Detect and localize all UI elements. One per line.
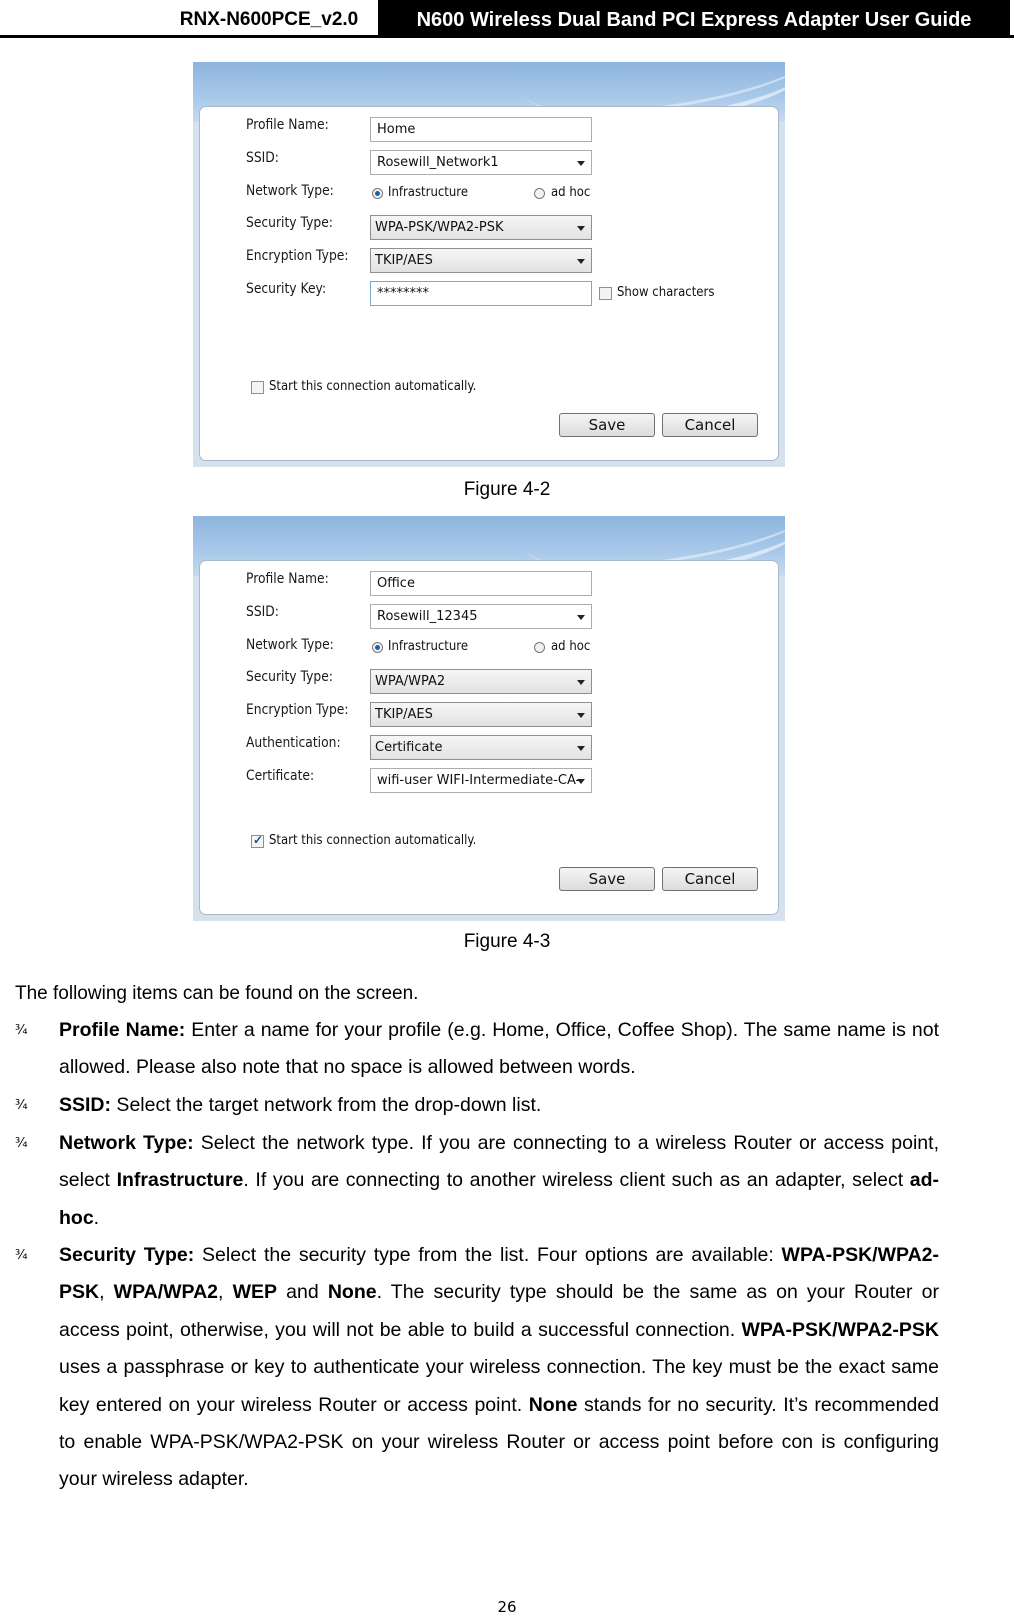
ssid-dropdown[interactable] (370, 150, 592, 175)
authentication-value: Certificate (375, 740, 443, 755)
encryption-type-dropdown[interactable] (370, 248, 592, 273)
profile-panel (199, 560, 779, 915)
option-wpa: WPA/WPA2 (113, 1281, 219, 1304)
header-model: RNX-N600PCE_v2.0 (160, 0, 378, 36)
security-key-label: Security Key: (246, 281, 327, 297)
sep-3: and (277, 1281, 328, 1304)
bullet-marker: ¾ (15, 1023, 28, 1038)
chevron-down-icon (577, 680, 585, 685)
ssid-value: Rosewill_Network1 (377, 155, 499, 170)
adhoc-label: ad hoc (551, 185, 591, 200)
encryption-type-dropdown[interactable] (370, 702, 592, 727)
network-type-desc: Select the network type. If you are connecting to a wireless Router or access point, select (59, 1132, 939, 1192)
network-type-desc-3: . (93, 1206, 100, 1229)
certificate-value: wifi-user WIFI-Intermediate-CA- (377, 773, 581, 788)
authentication-dropdown[interactable] (370, 735, 592, 760)
infrastructure-radio[interactable] (372, 642, 383, 653)
ssid-desc: Select the target network from the drop-down list. (111, 1094, 542, 1116)
encryption-type-label: Encryption Type: (246, 248, 349, 264)
encryption-type-value: TKIP/AES (375, 707, 433, 722)
cancel-button[interactable]: Cancel (662, 413, 758, 437)
start-auto-label: Start this connection automatically. (269, 833, 477, 848)
figure-4-2-screenshot (193, 62, 785, 467)
show-characters-checkbox[interactable] (599, 287, 612, 300)
security-desc-2: . The security type should be the same as on your Router or access point, otherwise, you will not be able to build a successful connection. (59, 1281, 940, 1341)
security-type-term: Security Type: (59, 1244, 195, 1266)
encryption-type-label: Encryption Type: (246, 702, 349, 718)
page-header (0, 0, 1014, 38)
security-type-dropdown[interactable] (370, 215, 592, 240)
profile-name-input[interactable]: Home (370, 117, 592, 142)
infrastructure-radio[interactable] (372, 188, 383, 199)
network-type-label: Network Type: (246, 183, 334, 199)
ssid-label: SSID: (246, 150, 279, 166)
infrastructure-term: Infrastructure (116, 1169, 244, 1192)
none-term: None (528, 1393, 578, 1416)
certificate-dropdown[interactable] (370, 768, 592, 793)
ssid-value: Rosewill_12345 (377, 609, 478, 624)
authentication-label: Authentication: (246, 735, 341, 751)
profile-name-input[interactable]: Office (370, 571, 592, 596)
save-button[interactable]: Save (559, 867, 655, 891)
chevron-down-icon (577, 779, 585, 784)
bullet-marker: ¾ (15, 1098, 28, 1113)
security-desc-3: uses a passphrase or key to authenticate your wireless connection. The key must be the exact same key entered on your wireless Router or access point. (59, 1356, 939, 1416)
chevron-down-icon (577, 161, 585, 166)
security-type-value: WPA/WPA2 (375, 674, 446, 689)
chevron-down-icon (577, 259, 585, 264)
profile-name-term: Profile Name: (59, 1019, 186, 1041)
wpa-psk-term: WPA-PSK/WPA2-PSK (741, 1318, 939, 1341)
chevron-down-icon (577, 713, 585, 718)
encryption-type-value: TKIP/AES (375, 253, 433, 268)
save-button[interactable]: Save (559, 413, 655, 437)
adhoc-label: ad hoc (551, 639, 591, 654)
figure-4-3-caption: Figure 4-3 (463, 931, 551, 952)
start-auto-checkbox[interactable] (251, 835, 264, 848)
bullet-marker: ¾ (15, 1248, 28, 1263)
security-type-label: Security Type: (246, 669, 333, 685)
cancel-button[interactable]: Cancel (662, 867, 758, 891)
ssid-label: SSID: (246, 604, 279, 620)
ssid-term: SSID: (59, 1094, 112, 1116)
certificate-label: Certificate: (246, 768, 315, 784)
chevron-down-icon (577, 615, 585, 620)
figure-4-2-caption: Figure 4-2 (463, 479, 551, 500)
profile-name-label: Profile Name: (246, 571, 329, 587)
sep-1: , (99, 1281, 114, 1304)
network-type-term: Network Type: (59, 1132, 194, 1154)
security-type-value: WPA-PSK/WPA2-PSK (375, 220, 504, 235)
security-desc-1: Select the security type from the list. Four options are available: (194, 1244, 782, 1266)
ssid-dropdown[interactable] (370, 604, 592, 629)
security-type-label: Security Type: (246, 215, 333, 231)
profile-name-desc: Enter a name for your profile (e.g. Home, Office, Coffee Shop). The same name is not allowed. Please also note that no space is allowed between words. (59, 1019, 940, 1079)
network-type-label: Network Type: (246, 637, 334, 653)
header-title: N600 Wireless Dual Band PCI Express Adapter User Guide (378, 0, 1010, 38)
bullet-marker: ¾ (15, 1136, 28, 1151)
profile-panel (199, 106, 779, 461)
chevron-down-icon (577, 226, 585, 231)
figure-4-3-screenshot (193, 516, 785, 921)
network-type-desc-2: . If you are connecting to another wireless client such as an adapter, select (243, 1169, 910, 1192)
start-auto-checkbox[interactable] (251, 381, 264, 394)
security-desc-4: stands for no security. It’s recommended to enable WPA-PSK/WPA2-PSK on your wireless Router or access point before con is configuring your wireless adapter. (59, 1393, 939, 1491)
security-type-dropdown[interactable] (370, 669, 592, 694)
option-none: None (327, 1281, 377, 1304)
infrastructure-label: Infrastructure (388, 639, 469, 654)
start-auto-label: Start this connection automatically. (269, 379, 477, 394)
option-wep: WEP (232, 1281, 278, 1304)
show-characters-label: Show characters (617, 285, 715, 300)
adhoc-term: ad-hoc (59, 1169, 940, 1229)
sep-2: , (218, 1281, 233, 1304)
chevron-down-icon (577, 746, 585, 751)
adhoc-radio[interactable] (534, 642, 545, 653)
option-wpa-psk: WPA-PSK/WPA2-PSK (59, 1244, 939, 1304)
infrastructure-label: Infrastructure (388, 185, 469, 200)
adhoc-radio[interactable] (534, 188, 545, 199)
profile-name-label: Profile Name: (246, 117, 329, 133)
page-number: 26 (497, 1598, 517, 1616)
intro-text: The following items can be found on the screen. (15, 983, 419, 1004)
security-key-input[interactable]: ******** (370, 281, 592, 306)
